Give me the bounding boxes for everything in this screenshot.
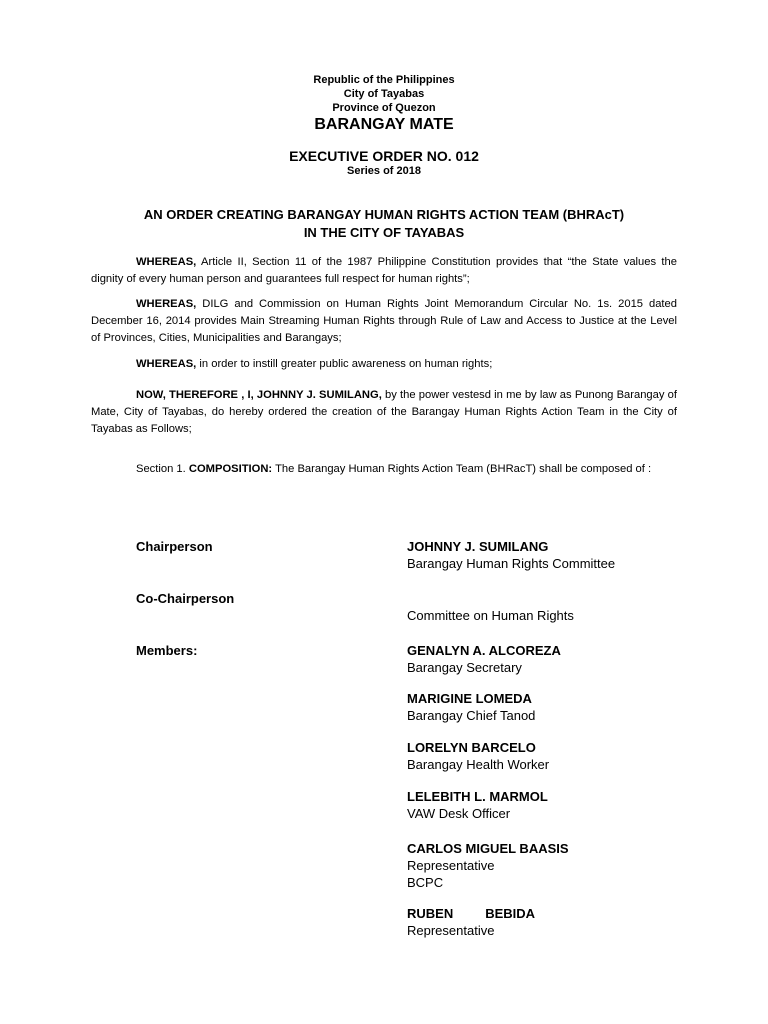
co-chairperson-entry: [407, 607, 574, 624]
member-name: LORELYN BARCELO: [407, 740, 536, 755]
chairperson-label: Chairperson: [136, 539, 213, 554]
member-role: Representative: [407, 923, 495, 938]
member-role: Barangay Chief Tanod: [407, 708, 536, 723]
member-entry-1: [407, 642, 561, 676]
member-name: CARLOS MIGUEL BAASIS: [407, 841, 569, 856]
header-republic: Republic of the Philippines: [313, 74, 455, 86]
section-1-paragraph: [91, 461, 677, 478]
member-name: JOHNNY J. SUMILANG: [407, 539, 549, 554]
executive-order-number: EXECUTIVE ORDER NO. 012: [289, 148, 479, 164]
chairperson-entry: [407, 538, 615, 572]
member-name: MARIGINE LOMEDA: [407, 691, 532, 706]
order-title-line2: IN THE CITY OF TAYABAS: [303, 225, 465, 240]
order-title-line1: AN ORDER CREATING BARANGAY HUMAN RIGHTS ACTION TEAM (BHRAcT): [143, 207, 625, 222]
member-entry-3: [407, 739, 549, 773]
member-role: Committee on Human Rights: [407, 608, 574, 623]
member-role: Barangay Health Worker: [407, 757, 550, 772]
series-year: Series of 2018: [347, 165, 421, 177]
paragraph-text: The Barangay Human Rights Action Team (BHRacT) shall be composed of :: [272, 463, 652, 475]
member-last-name: BEBIDA: [485, 906, 536, 921]
paragraph-text: DILG and Commission on Human Rights Joint Memorandum Circular No. 1s. 2015 dated December 16, 2014 provides Main Streaming Human Rights through Rule of Law and Access to Justice at the Level of Provinces, Cities, Municipalities and Barangays;: [91, 298, 677, 344]
member-entry-4: [407, 788, 548, 822]
now-therefore-paragraph: [91, 387, 677, 438]
whereas-lead: WHEREAS,: [136, 256, 197, 268]
whereas-lead: WHEREAS,: [136, 358, 197, 370]
member-entry-5: [407, 840, 569, 891]
member-entry-6: [407, 905, 535, 939]
paragraph-text: in order to instill greater public awareness on human rights;: [196, 358, 493, 370]
whereas-paragraph-2: [91, 296, 677, 347]
member-role: VAW Desk Officer: [407, 806, 511, 821]
header-province: Province of Quezon: [332, 102, 436, 114]
now-therefore-lead: NOW, THEREFORE , I, JOHNNY J. SUMILANG,: [136, 389, 382, 401]
member-role: Barangay Secretary: [407, 660, 522, 675]
co-chairperson-label: Co-Chairperson: [136, 591, 235, 606]
members-label: Members:: [136, 643, 198, 658]
member-entry-2: [407, 690, 535, 724]
section-heading: COMPOSITION:: [188, 463, 273, 475]
whereas-paragraph-3: [91, 356, 677, 373]
whereas-paragraph-1: [91, 254, 677, 288]
whereas-lead: WHEREAS,: [136, 298, 197, 310]
member-role: Representative: [407, 858, 495, 873]
member-name: GENALYN A. ALCOREZA: [407, 643, 561, 658]
member-role: Barangay Human Rights Committee: [407, 556, 616, 571]
section-prefix: Section 1.: [136, 463, 189, 475]
member-first-name: RUBEN: [407, 906, 454, 921]
member-name: [407, 905, 535, 922]
paragraph-text: Article II, Section 11 of the 1987 Philippine Constitution provides that “the State values the dignity of every human person and guarantees full respect for human rights”;: [91, 256, 677, 285]
paragraph-text: by the power vestesd in me by law as Punong Barangay of Mate, City of Tayabas, do hereby ordered the creation of the Barangay Human Rights Action Team in the City of Tayabas as Follows;: [91, 389, 677, 435]
member-organization: BCPC: [407, 875, 444, 890]
header-city: City of Tayabas: [343, 88, 425, 100]
member-name: LELEBITH L. MARMOL: [407, 789, 548, 804]
header-barangay: BARANGAY MATE: [314, 116, 454, 133]
